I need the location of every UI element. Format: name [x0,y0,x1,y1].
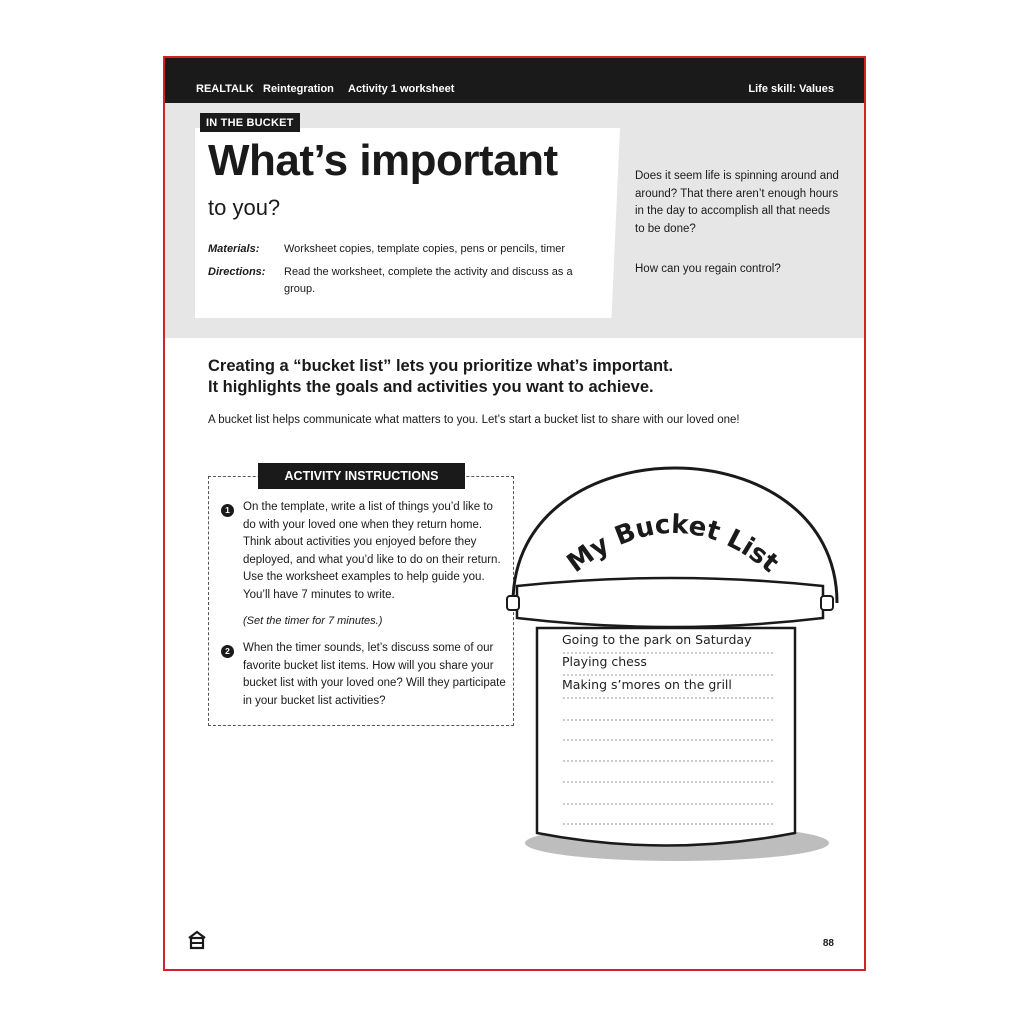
materials-text: Worksheet copies, template copies, pens or pencils, timer [284,243,566,255]
page-number: 88 [822,938,834,949]
lead-text [208,356,848,398]
page-title: What’s important [208,136,558,185]
step-2-number: 2 [221,645,234,658]
activity-label: Activity 1 worksheet [348,83,455,95]
handle-clip-right [821,596,833,610]
worksheet-page [163,56,866,971]
category-tag: IN THE BUCKET [200,113,300,132]
house-logo-icon [187,930,207,950]
section-label: Reintegration [263,83,334,95]
side-question: Does it seem life is spinning around and around? That there aren’t enough hours in the day to accomplish all that needs to be done? [635,170,839,235]
brand-label: REALTALK [196,83,254,95]
directions-label: Directions: [208,266,266,278]
timer-note: (Set the timer for 7 minutes.) [243,615,383,627]
skill-label: Life skill: Values [748,83,834,95]
side-question-2: How can you regain control? [635,263,781,275]
instructions-heading: ACTIVITY INSTRUCTIONS [258,463,465,489]
handle-clip-left [507,596,519,610]
bucket-rim [517,578,823,627]
lead-line-1: Creating a “bucket list” lets you prioritize what’s important. [208,357,674,375]
materials-label: Materials: [208,243,260,255]
directions-text: Read the worksheet, complete the activity and discuss as a group. [284,266,573,295]
page-subtitle: to you? [208,195,281,220]
header-bar [165,58,864,103]
step-1-number: 1 [221,504,234,517]
bucket-title: My Bucket List [561,509,785,579]
intro-text: A bucket list helps communicate what matters to you. Let’s start a bucket list to share with our loved one! [208,414,740,426]
list-item: Making s’mores on the grill [562,677,732,692]
lead-line-2: It highlights the goals and activities you want to achieve. [208,378,654,396]
bucket-illustration [505,438,845,878]
step-2-text: When the timer sounds, let’s discuss some of our favorite bucket list items. How will you share your bucket list with your loved one? Will they participate in your bucket list activities? [243,642,506,707]
list-item: Playing chess [562,654,647,669]
list-item: Going to the park on Saturday [562,632,752,647]
step-1-text: On the template, write a list of things you’d like to do with your loved one when they return home. Think about activities you enjoyed before they deployed, and what you’d like to do on their return. Use the worksheet examples to help guide you. You’ll have 7 minutes to write. [243,501,501,601]
